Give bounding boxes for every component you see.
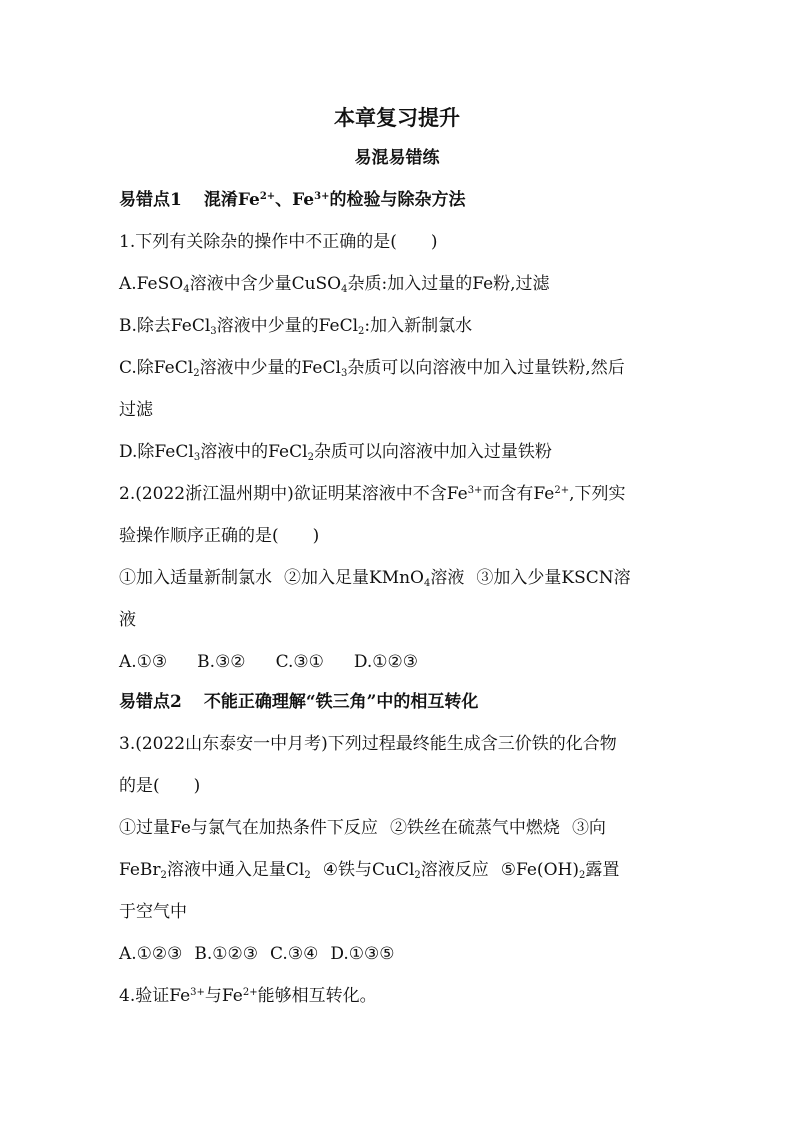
question-3-item-3: FeBr$_2$溶液中通入足量$Cl_2$ <box>119 860 311 881</box>
error-point-2-heading: 易错点2 不能正确理解“铁三角”中的相互转化 <box>119 692 479 712</box>
question-3-choice-b: B.①②③ <box>194 944 259 964</box>
question-2-step-1: ①加入适量新制氯水 <box>119 568 272 588</box>
question-2-choice-c: C.③① <box>275 652 324 672</box>
question-2-choice-d: D.①②③ <box>353 652 419 672</box>
question-2-choices <box>119 650 418 674</box>
question-2-step-2: ②加入足量KMnO$_4$溶液 <box>284 568 465 589</box>
question-1-option-d: D.除FeCl$_3$溶液中的FeCl$_2$杂质可以向溶液中加入过量铁粉 <box>119 442 552 463</box>
question-1-option-c-continued: 过滤 <box>119 400 153 420</box>
question-3-items-line-1: ①过量Fe与氯气在加热条件下反应 ②铁丝在硫蒸气中燃烧 ③向 <box>119 818 606 838</box>
question-3-choice-d: D.①③⑤ <box>330 944 395 964</box>
question-4-stem: 4.验证$Fe^{3+}$与$Fe^{2+}$能够相互转化。 <box>119 986 377 1006</box>
question-2-stem-continued: 验操作顺序正确的是( ) <box>119 526 320 546</box>
question-3-items-line-2 <box>119 858 619 882</box>
question-3-item-5: $⑤Fe(OH)_2$露置 <box>500 860 620 881</box>
question-2-steps-continued: 液 <box>119 610 136 630</box>
question-1-option-b: B.除去FeCl$_3$溶液中少量的FeCl$_2$:加入新制氯水 <box>119 316 473 337</box>
page-title: 本章复习提升 <box>334 105 460 130</box>
error-point-1-label: 易错点1 <box>119 190 182 210</box>
question-3-item-1: ①过量Fe与氯气在加热条件下反应 <box>119 818 378 838</box>
question-2-choice-b: B.③② <box>197 652 246 672</box>
question-3-choice-a: A.①②③ <box>119 944 183 964</box>
question-3-item-4: ④铁与CuCl$_2$溶液反应 <box>322 860 489 881</box>
question-3-choice-c: C.③④ <box>270 944 319 964</box>
question-2-stem: 2.(2022浙江温州期中)欲证明某溶液中不含$Fe^{3+}$而含有$Fe^{2+}$,下列实 <box>119 484 626 504</box>
question-2-steps <box>119 566 631 590</box>
error-point-2-label: 易错点2 <box>119 692 182 712</box>
question-3-stem-continued: 的是( ) <box>119 776 201 796</box>
question-1-option-c: C.除FeCl$_2$溶液中少量的FeCl$_3$杂质可以向溶液中加入过量铁粉,然后 <box>119 358 625 379</box>
question-3-stem: 3.(2022山东泰安一中月考)下列过程最终能生成含三价铁的化合物 <box>119 734 617 754</box>
question-2-step-3: ③加入少量KSCN溶 <box>476 568 631 588</box>
page-subtitle: 易混易错练 <box>354 148 440 168</box>
question-1-stem: 1.下列有关除杂的操作中不正确的是( ) <box>119 232 438 252</box>
question-3-choices <box>119 942 394 966</box>
error-point-1-heading: 易错点1 混淆$Fe^{2+}$、$Fe^{3+}$的检验与除杂方法 <box>119 190 466 210</box>
question-1-option-a: A.FeSO$_4$溶液中含少量CuSO$_4$杂质:加入过量的Fe粉,过滤 <box>119 274 550 295</box>
question-3-items-line-3: 于空气中 <box>119 902 187 922</box>
question-3-item-2: ②铁丝在硫蒸气中燃烧 <box>389 818 560 838</box>
question-2-choice-a: A.①③ <box>119 652 168 672</box>
